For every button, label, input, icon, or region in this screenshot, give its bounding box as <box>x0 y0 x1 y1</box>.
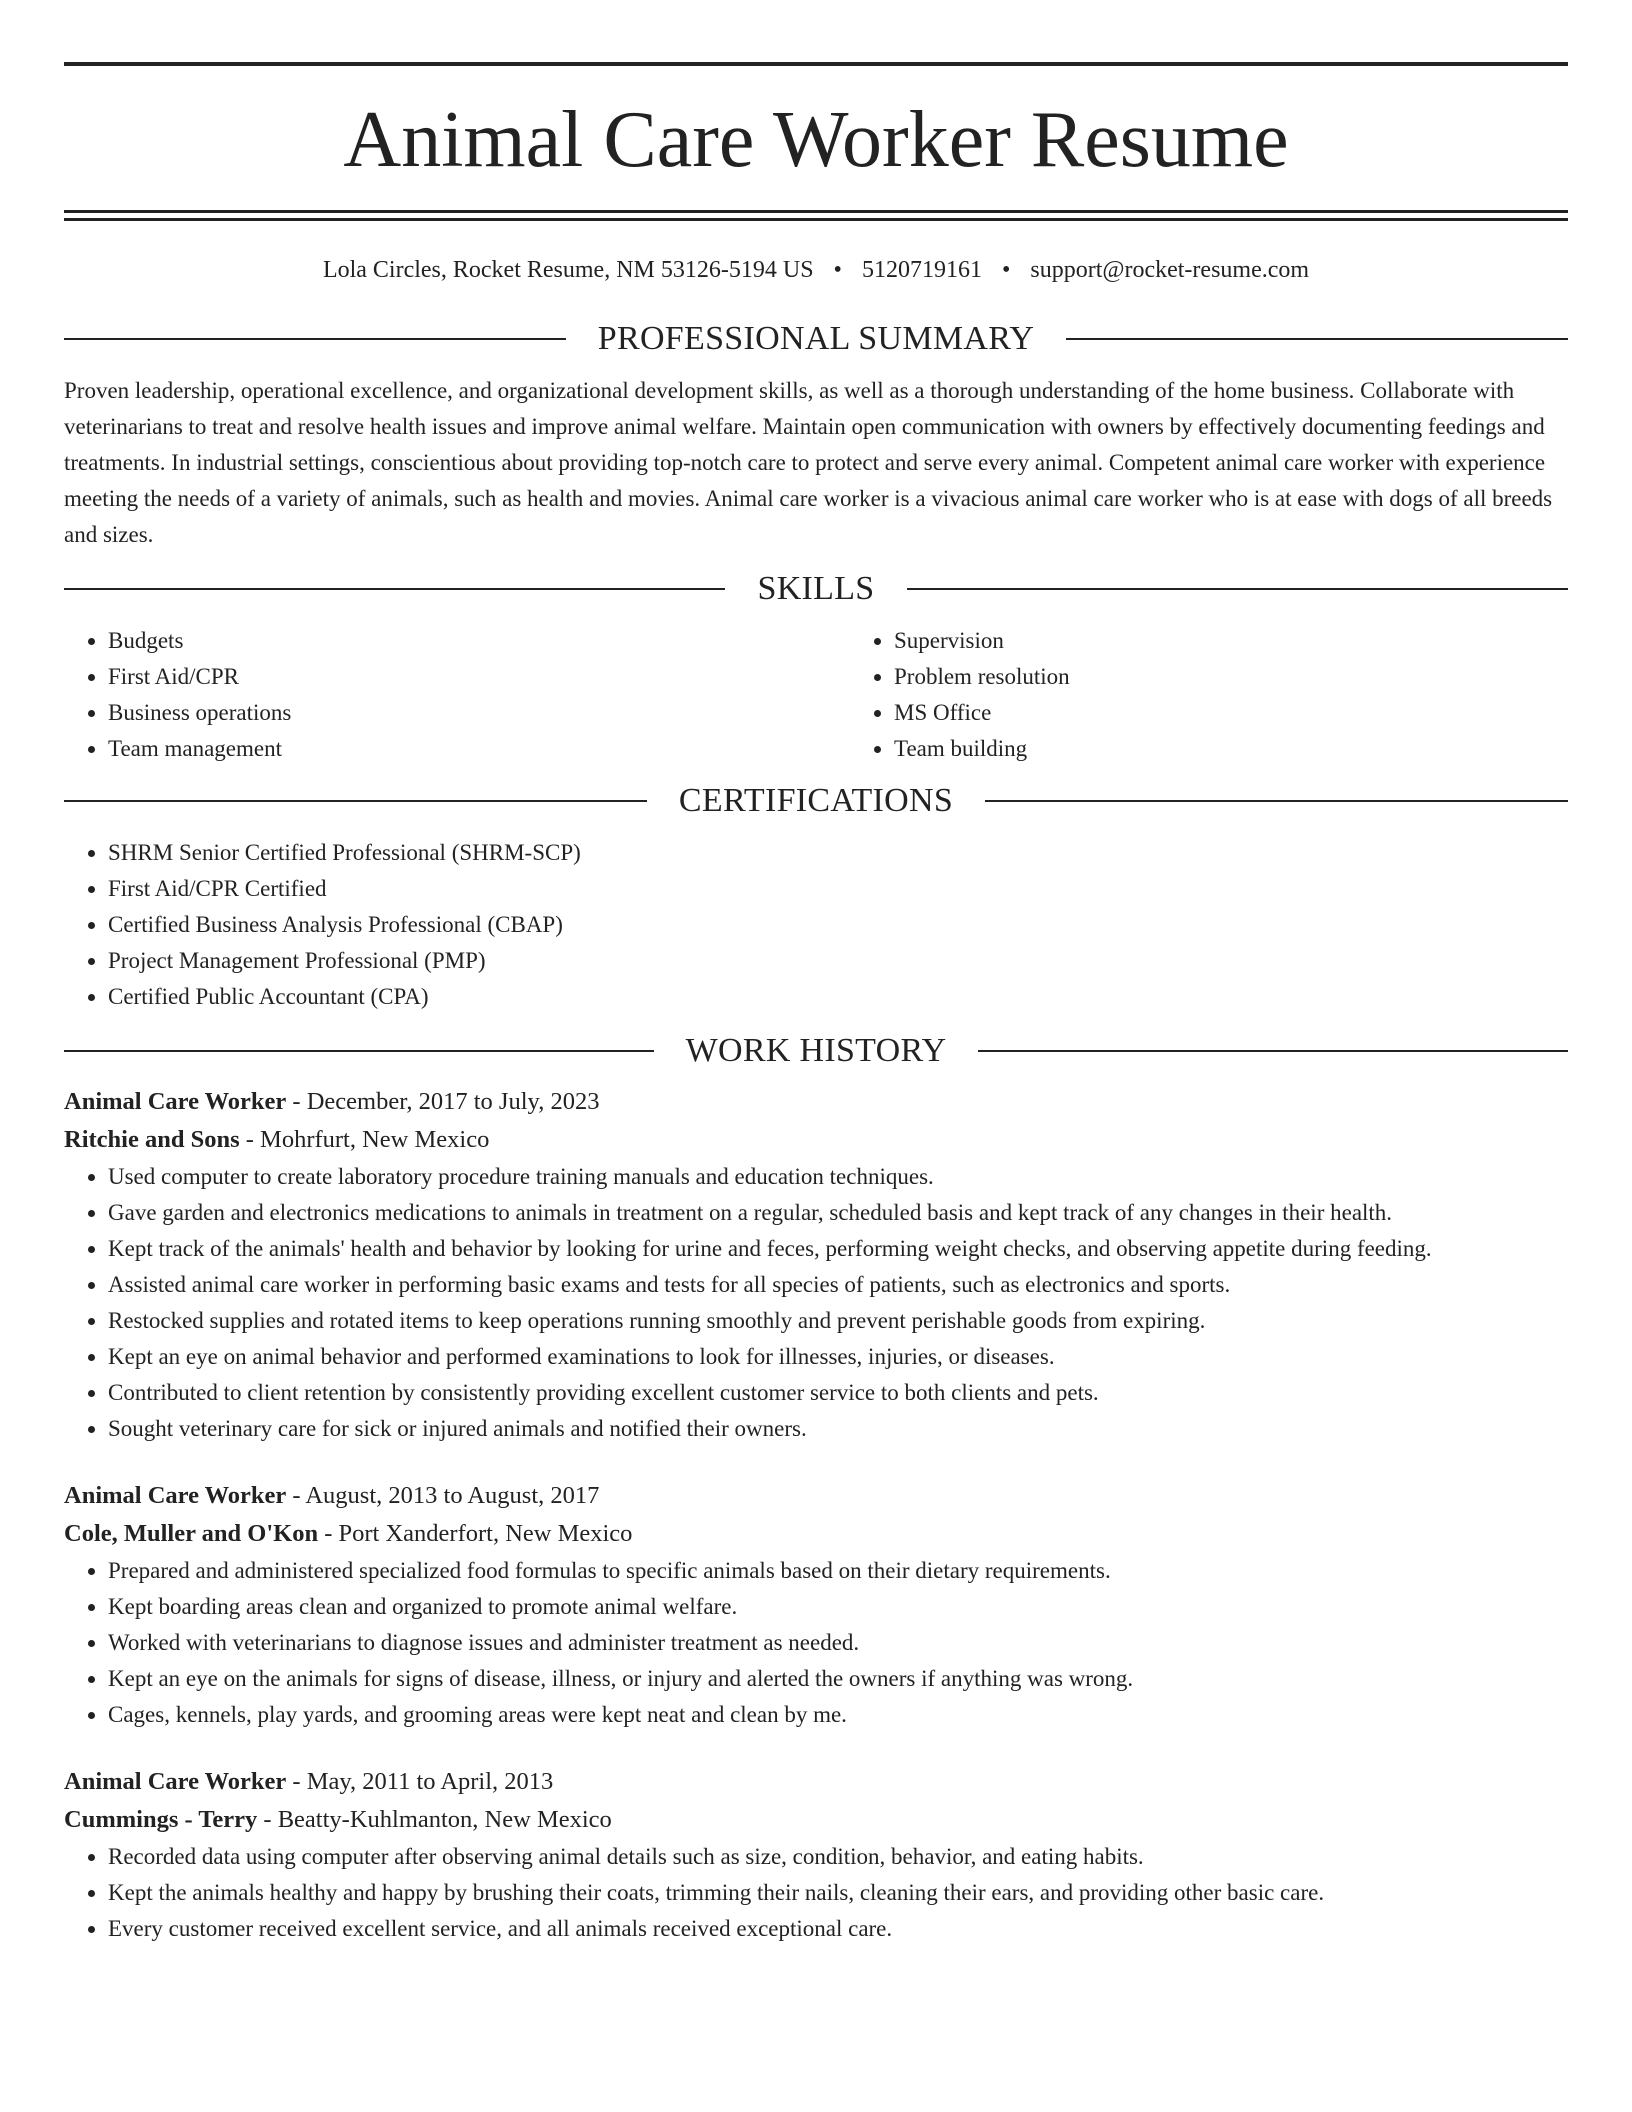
skill-item: • Supervision <box>894 623 1632 659</box>
job-duty: • Kept the animals healthy and happy by brushing their coats, trimming their nails, cleaning their ears, and providing other basic care. <box>108 1875 1568 1911</box>
job-entry <box>64 1763 1568 1947</box>
job-dates: - August, 2013 to August, 2017 <box>286 1482 600 1509</box>
skills-list <box>64 623 1568 767</box>
contact-line <box>64 255 1568 285</box>
job-location: - Beatty-Kuhlmanton, New Mexico <box>257 1806 612 1833</box>
job-title: Animal Care Worker <box>64 1768 287 1795</box>
skill-item: • First Aid/CPR <box>108 659 850 695</box>
job-company-line <box>64 1515 1568 1553</box>
job-entry <box>64 1083 1568 1447</box>
section-heading-work-history <box>64 1031 1568 1071</box>
job-company-line <box>64 1801 1568 1839</box>
job-duty: • Cages, kennels, play yards, and grooming areas were kept neat and clean by me. <box>108 1697 1568 1733</box>
certifications-list <box>64 835 1568 1015</box>
divider <box>1066 338 1568 340</box>
job-title: Animal Care Worker <box>64 1482 287 1509</box>
skill-item: • MS Office <box>894 695 1632 731</box>
job-location: - Port Xanderfort, New Mexico <box>318 1520 633 1547</box>
title-double-rule <box>64 210 1568 221</box>
contact-separator: • <box>833 257 842 283</box>
job-dates: - May, 2011 to April, 2013 <box>286 1768 554 1795</box>
section-title: PROFESSIONAL SUMMARY <box>597 320 1035 357</box>
skills-column-left <box>64 623 850 767</box>
resume-title: Animal Care Worker Resume <box>343 96 1289 184</box>
job-duty: • Kept an eye on animal behavior and performed examinations to look for illnesses, injuries, or diseases. <box>108 1339 1568 1375</box>
section-heading-summary <box>64 319 1568 359</box>
job-duty: • Sought veterinary care for sick or injured animals and notified their owners. <box>108 1411 1568 1447</box>
job-duty: • Kept track of the animals' health and behavior by looking for urine and feces, performing weight checks, and observing appetite during feeding. <box>108 1231 1568 1267</box>
section-heading-skills <box>64 569 1568 609</box>
job-duty: • Every customer received excellent service, and all animals received exceptional care. <box>108 1911 1568 1947</box>
job-duty: • Prepared and administered specialized food formulas to specific animals based on their dietary requirements. <box>108 1553 1568 1589</box>
job-duty: • Recorded data using computer after observing animal details such as size, condition, behavior, and eating habits. <box>108 1839 1568 1875</box>
job-duty: • Gave garden and electronics medications to animals in treatment on a regular, scheduled basis and kept track of any changes in their health. <box>108 1195 1568 1231</box>
divider <box>64 588 725 590</box>
job-company: Cummings - Terry <box>64 1806 258 1833</box>
skill-item: • Problem resolution <box>894 659 1632 695</box>
job-title: Animal Care Worker <box>64 1088 287 1115</box>
job-duties-list <box>64 1839 1568 1947</box>
job-duty: • Kept boarding areas clean and organized to promote animal welfare. <box>108 1589 1568 1625</box>
skill-item: • Team management <box>108 731 850 767</box>
job-duty: • Restocked supplies and rotated items to keep operations running smoothly and prevent perishable goods from expiring. <box>108 1303 1568 1339</box>
contact-address: Lola Circles, Rocket Resume, NM 53126-5194 US <box>322 257 814 283</box>
job-duty: • Worked with veterinarians to diagnose issues and administer treatment as needed. <box>108 1625 1568 1661</box>
summary-text: Proven leadership, operational excellence, and organizational development skills, as well as a thorough understanding of the home business. Collaborate with veterinarians to treat and resolve health issues and improve animal welfare. Maintain open communication with owners by effectively documenting feedings and treatments. In industrial settings, conscientious about providing top-notch care to protect and serve every animal. Competent animal care worker with experience meeting the needs of a variety of animals, such as health and movies. Animal care worker is a vivacious animal care worker who is at ease with dogs of all breeds and sizes. <box>64 378 1553 547</box>
job-location: - Mohrfurt, New Mexico <box>239 1126 490 1153</box>
job-duty: • Contributed to client retention by consistently providing excellent customer service to both clients and pets. <box>108 1375 1568 1411</box>
resume-page <box>64 62 1568 1947</box>
divider <box>64 800 647 802</box>
job-dates: - December, 2017 to July, 2023 <box>286 1088 600 1115</box>
job-duties-list <box>64 1553 1568 1733</box>
divider <box>64 338 566 340</box>
job-duty: • Kept an eye on the animals for signs of disease, illness, or injury and alerted the owners if anything was wrong. <box>108 1661 1568 1697</box>
certification-item: • Certified Business Analysis Professional (CBAP) <box>108 907 1568 943</box>
certification-item: • First Aid/CPR Certified <box>108 871 1568 907</box>
skills-column-right <box>850 623 1632 767</box>
section-title: CERTIFICATIONS <box>678 782 954 819</box>
job-company: Cole, Muller and O'Kon <box>64 1520 319 1547</box>
skill-item: • Budgets <box>108 623 850 659</box>
section-heading-certifications <box>64 781 1568 821</box>
job-company-line <box>64 1121 1568 1159</box>
divider <box>907 588 1568 590</box>
section-title: WORK HISTORY <box>685 1032 947 1069</box>
divider <box>64 1050 654 1052</box>
certification-item: • Project Management Professional (PMP) <box>108 943 1568 979</box>
job-company: Ritchie and Sons <box>64 1126 240 1153</box>
contact-separator: • <box>1001 257 1011 283</box>
job-title-line <box>64 1763 1568 1801</box>
certification-item: • Certified Public Accountant (CPA) <box>108 979 1568 1015</box>
job-duty: • Used computer to create laboratory procedure training manuals and education techniques. <box>108 1159 1568 1195</box>
top-rule <box>64 62 1568 66</box>
job-title-line <box>64 1083 1568 1121</box>
divider <box>985 800 1568 802</box>
job-title-line <box>64 1477 1568 1515</box>
certification-item: • SHRM Senior Certified Professional (SHRM-SCP) <box>108 835 1568 871</box>
contact-phone: 5120719161 <box>861 257 982 283</box>
divider <box>978 1050 1568 1052</box>
job-duty: • Assisted animal care worker in performing basic exams and tests for all species of patients, such as electronics and sports. <box>108 1267 1568 1303</box>
skill-item: • Business operations <box>108 695 850 731</box>
job-duties-list <box>64 1159 1568 1447</box>
job-entry <box>64 1477 1568 1733</box>
contact-email: support@rocket-resume.com <box>1030 257 1310 283</box>
skill-item: • Team building <box>894 731 1632 767</box>
section-title: SKILLS <box>757 570 875 607</box>
